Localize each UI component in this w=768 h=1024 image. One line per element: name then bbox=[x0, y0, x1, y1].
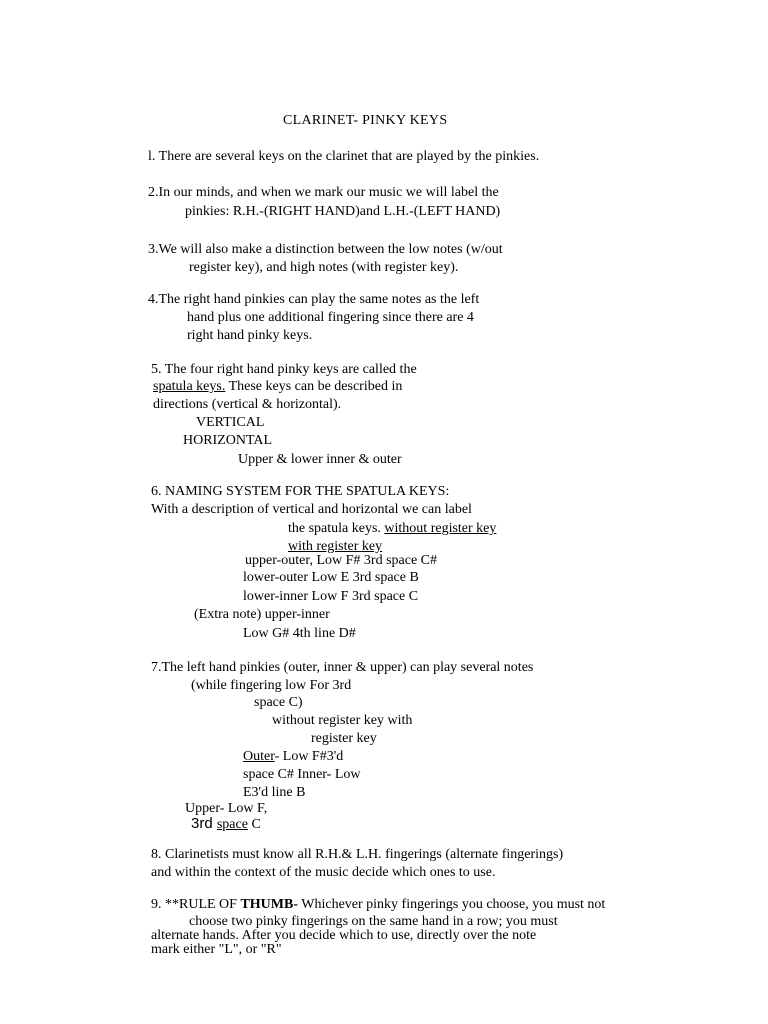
point-5-line-1: 5. The four right hand pinky keys are called the bbox=[151, 362, 417, 377]
upper-outer-row: upper-outer, Low F# 3rd space C# bbox=[245, 553, 438, 568]
point-7-line-4: without register key with bbox=[272, 713, 413, 728]
point-7-line-10-end: C bbox=[247, 817, 261, 832]
space-label: space bbox=[216, 817, 248, 832]
point-4-line-3: right hand pinky keys. bbox=[187, 328, 313, 343]
point-4-line-2: hand plus one additional fingering since there are 4 bbox=[187, 310, 474, 325]
point-7-line-2: (while fingering low For 3rd bbox=[191, 678, 352, 693]
rule-of-thumb-term: THUMB- bbox=[240, 897, 299, 912]
point-7-line-8: E3'd line B bbox=[243, 785, 306, 800]
point-9-line-2: choose two pinky fingerings on the same hand in a row; you must bbox=[189, 914, 558, 929]
point-6-line-1: 6. NAMING SYSTEM FOR THE SPATULA KEYS: bbox=[151, 484, 450, 499]
extra-note-row: (Extra note) upper-inner bbox=[194, 607, 330, 622]
point-5-line-6: Upper & lower inner & outer bbox=[238, 452, 402, 467]
point-3-line-2: register key), and high notes (with register key). bbox=[189, 260, 459, 275]
point-7-line-9: Upper- Low F, bbox=[185, 801, 268, 816]
page-title: CLARINET- PINKY KEYS bbox=[283, 113, 448, 128]
point-5-line-2 bbox=[153, 378, 402, 395]
lower-outer-row: lower-outer Low E 3rd space B bbox=[243, 570, 419, 585]
point-5-line-3: directions (vertical & horizontal). bbox=[153, 397, 342, 412]
point-9-prefix: 9. **RULE OF bbox=[151, 897, 241, 912]
point-2-line-2: pinkies: R.H.-(RIGHT HAND)and L.H.-(LEFT HAND) bbox=[185, 204, 501, 219]
point-9-line-1 bbox=[151, 896, 605, 913]
outer-label: Outer bbox=[243, 749, 275, 764]
point-4-line-1: 4.The right hand pinkies can play the same notes as the left bbox=[148, 292, 480, 307]
point-6-line-3-text: the spatula keys. bbox=[288, 521, 385, 536]
point-5-line-2-rest: These keys can be described in bbox=[225, 379, 403, 394]
point-8-line-1: 8. Clarinetists must know all R.H.& L.H. fingerings (alternate fingerings) bbox=[151, 847, 564, 862]
point-7-line-6 bbox=[243, 748, 343, 765]
point-3-line-1: 3.We will also make a distinction between the low notes (w/out bbox=[148, 242, 503, 257]
point-5-vertical: VERTICAL bbox=[196, 415, 265, 430]
lower-inner-row: lower-inner Low F 3rd space C bbox=[243, 589, 419, 604]
spatula-keys-term: spatula keys. bbox=[153, 379, 226, 394]
point-5-horizontal: HORIZONTAL bbox=[183, 433, 273, 448]
point-8-line-2: and within the context of the music decide which ones to use. bbox=[151, 865, 496, 880]
point-1: l. There are several keys on the clarinet that are played by the pinkies. bbox=[148, 149, 540, 164]
point-9-line-4: mark either "L", or "R" bbox=[151, 942, 282, 957]
point-6-line-3 bbox=[288, 520, 496, 537]
point-7-line-7: space C# Inner- Low bbox=[243, 767, 361, 782]
point-7-line-6-rest: - Low F#3'd bbox=[274, 749, 344, 764]
point-6-line-2: With a description of vertical and horizontal we can label bbox=[151, 502, 472, 517]
upper-inner-notes-row: Low G# 4th line D# bbox=[243, 626, 356, 641]
point-7-line-3: space C) bbox=[254, 695, 303, 710]
with-register-key-heading: with register key bbox=[288, 539, 383, 554]
point-2-line-1: 2.In our minds, and when we mark our music we will label the bbox=[148, 185, 499, 200]
third-label: 3rd bbox=[191, 815, 217, 832]
without-register-key-heading: without register key bbox=[384, 521, 497, 536]
point-7-line-1: 7.The left hand pinkies (outer, inner & upper) can play several notes bbox=[151, 660, 534, 675]
point-7-line-5: register key bbox=[311, 731, 377, 746]
point-7-line-10 bbox=[191, 815, 261, 833]
point-9-line-1-rest: Whichever pinky fingerings you choose, you must not bbox=[298, 897, 606, 912]
point-9-line-3: alternate hands. After you decide which to use, directly over the note bbox=[151, 928, 537, 943]
